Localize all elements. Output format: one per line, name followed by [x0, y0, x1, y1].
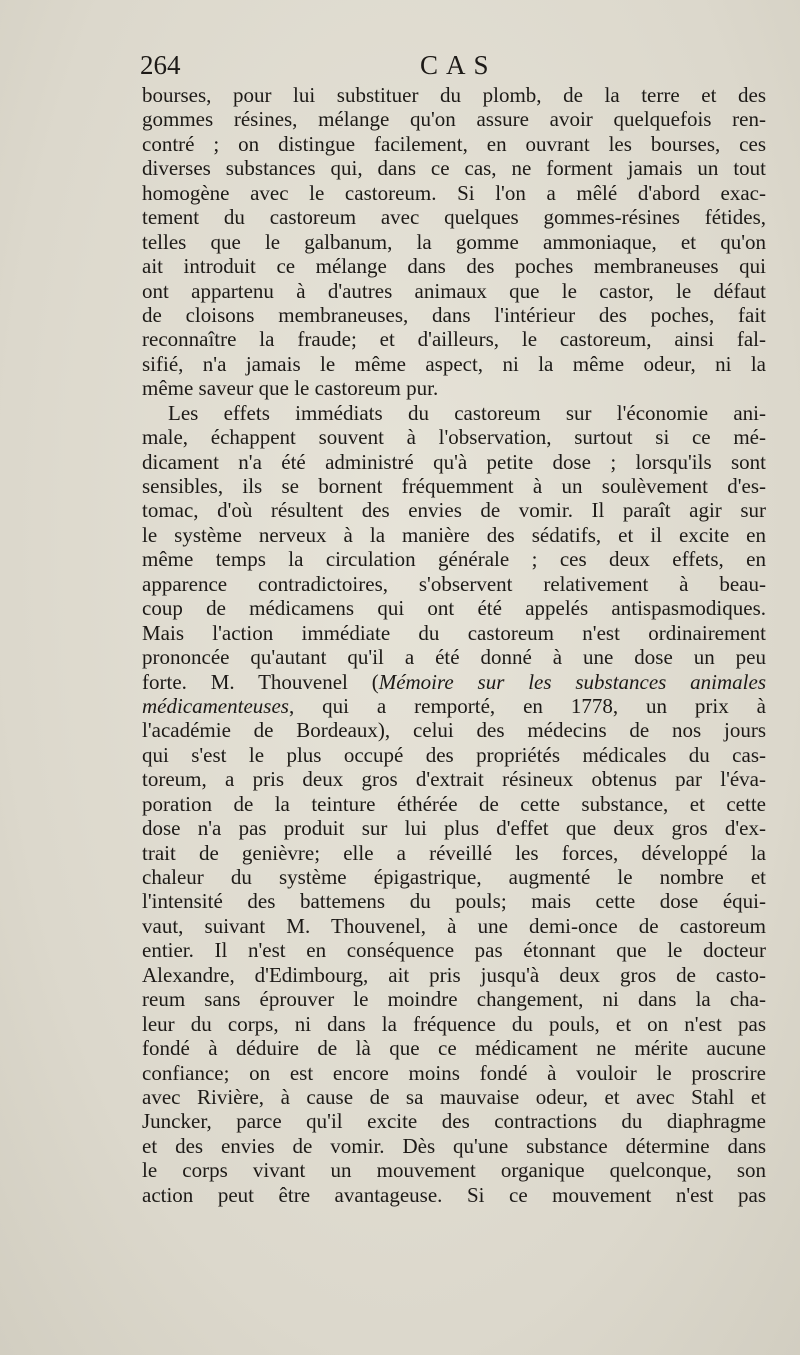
text-line: ont appartenu à d'autres animaux que le castor, le défaut	[142, 278, 766, 303]
page-number: 264	[140, 50, 181, 80]
text-line: l'intensité des battemens du pouls; mais cette dose équi-	[142, 889, 766, 914]
text-line: ait introduit ce mélange dans des poches membraneuses qui	[142, 254, 766, 279]
text-line: telles que le galbanum, la gomme ammoniaque, et qu'on	[142, 229, 766, 254]
text-line: vaut, suivant M. Thouvenel, à une demi-once de castoreum	[142, 913, 766, 938]
text-line: le corps vivant un mouvement organique quelconque, son	[142, 1158, 766, 1183]
text-line: contré ; on distingue facilement, en ouvrant les bourses, ces	[142, 131, 766, 156]
text-line: diverses substances qui, dans ce cas, ne forment jamais un tout	[142, 156, 766, 181]
text-line: l'académie de Bordeaux), celui des médecins de nos jours	[142, 718, 766, 743]
text-line: poration de la teinture éthérée de cette substance, et cette	[142, 791, 766, 816]
text-line: Alexandre, d'Edimbourg, ait pris jusqu'à deux gros de casto-	[142, 962, 766, 987]
text-line: reconnaître la fraude; et d'ailleurs, le castoreum, ainsi fal-	[142, 327, 766, 352]
text-line: sifié, n'a jamais le même aspect, ni la même odeur, ni la	[142, 351, 766, 376]
text-line: reum sans éprouver le moindre changement, ni dans la cha-	[142, 987, 766, 1012]
text-line: et des envies de vomir. Dès qu'une substance détermine dans	[142, 1133, 766, 1158]
text-line: Mais l'action immédiate du castoreum n'est ordinairement	[142, 620, 766, 645]
text-line: fondé à déduire de là que ce médicament ne mérite aucune	[142, 1036, 766, 1061]
text-line: sensibles, ils se bornent fréquemment à un soulèvement d'es-	[142, 474, 766, 498]
text-line: coup de médicamens qui ont été appelés antispasmodiques.	[142, 596, 766, 621]
text-line: tomac, d'où résultent des envies de vomir. Il paraît agir sur	[142, 498, 766, 523]
page-header	[140, 48, 770, 82]
text-line: male, échappent souvent à l'observation, surtout si ce mé-	[142, 425, 766, 450]
text-line: même temps la circulation générale ; ces deux effets, en	[142, 547, 766, 572]
text-line: gommes résines, mélange qu'on assure avoir quelquefois ren-	[142, 107, 766, 132]
text-line: prononcée qu'autant qu'il a été donné à une dose un peu	[142, 645, 766, 670]
italic-title: Mémoire sur les substances animales	[378, 669, 767, 694]
text-line: Juncker, parce qu'il excite des contractions du diaphragme	[142, 1109, 766, 1134]
text-line: bourses, pour lui substituer du plomb, de la terre et des	[142, 83, 766, 107]
text-line: homogène avec le castoreum. Si l'on a mêlé d'abord exac-	[142, 180, 766, 205]
text-line-mixed	[142, 670, 766, 694]
text-line: toreum, a pris deux gros d'extrait résineux obtenus par l'éva-	[142, 767, 766, 792]
text-line: Les effets immédiats du castoreum sur l'économie ani-	[168, 400, 766, 425]
text-line: qui s'est le plus occupé des propriétés médicales du cas-	[142, 742, 766, 767]
text-line: avec Rivière, à cause de sa mauvaise odeur, et avec Stahl et	[142, 1084, 766, 1109]
text-line: de cloisons membraneuses, dans l'intérieur des poches, fait	[142, 302, 766, 327]
text-line: confiance; on est encore moins fondé à vouloir le proscrire	[142, 1060, 766, 1085]
text-line: tement du castoreum avec quelques gommes-résines fétides,	[142, 205, 766, 230]
running-head: CAS	[420, 50, 497, 80]
text-line: dicament n'a été administré qu'à petite dose ; lorsqu'ils sont	[142, 449, 766, 474]
body-text	[142, 83, 766, 1207]
text-line: apparence contradictoires, s'observent relativement à beau-	[142, 571, 766, 596]
text-line-mixed	[142, 694, 766, 718]
text-line: chaleur du système épigastrique, augmenté le nombre et	[142, 865, 766, 889]
text-line: même saveur que le castoreum pur.	[142, 376, 439, 401]
text-line: dose n'a pas produit sur lui plus d'effet que deux gros d'ex-	[142, 816, 766, 841]
text-line: leur du corps, ni dans la fréquence du pouls, et on n'est pas	[142, 1011, 766, 1036]
text-line: action peut être avantageuse. Si ce mouvement n'est pas	[142, 1182, 766, 1207]
text-line: le système nerveux à la manière des sédatifs, et il excite en	[142, 522, 766, 547]
text-line: trait de genièvre; elle a réveillé les forces, développé la	[142, 840, 766, 865]
text-segment: , qui a remporté, en 1778, un prix à	[288, 693, 766, 718]
text-line: entier. Il n'est en conséquence pas étonnant que le docteur	[142, 938, 766, 963]
text-segment: forte. M. Thouvenel (	[142, 669, 379, 694]
italic-title: médicamenteuses	[142, 693, 289, 718]
